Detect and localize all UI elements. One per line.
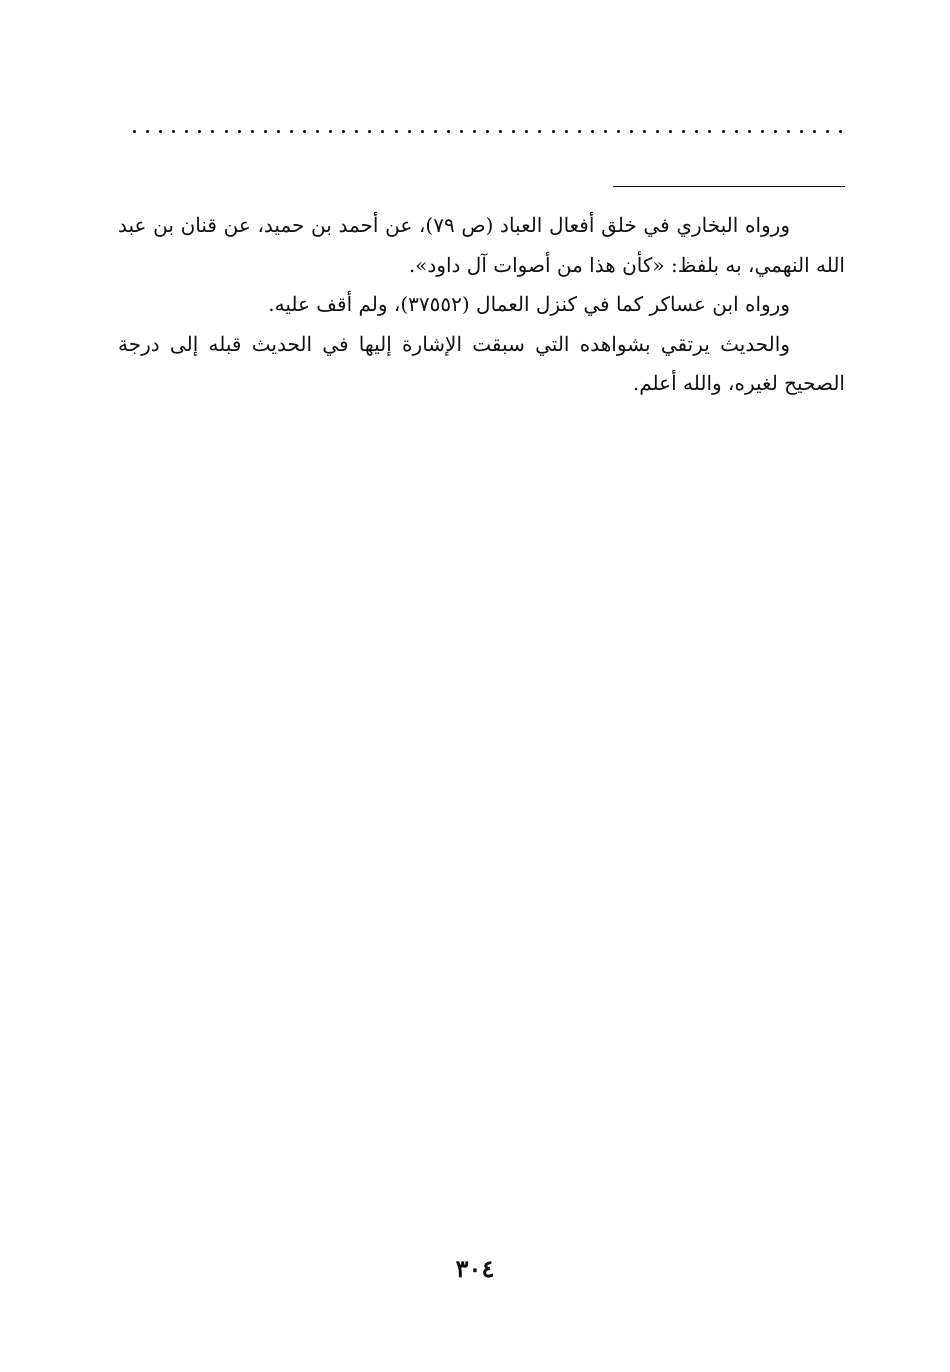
leader-dot (355, 130, 358, 133)
leader-dot (408, 130, 411, 133)
leader-dot (290, 130, 293, 133)
leader-dot (211, 130, 214, 133)
leader-dot (748, 130, 751, 133)
leader-dot (643, 130, 646, 133)
footnote-paragraph: ورواه ابن عساكر كما في كنزل العمال (٣٧٥٥٢)، ولم أقف عليه. (268, 292, 790, 316)
leader-dot (486, 130, 489, 133)
leader-dot (656, 130, 659, 133)
leader-dot (434, 130, 437, 133)
leader-dot (669, 130, 672, 133)
leader-dot (552, 130, 555, 133)
leader-dot (251, 130, 254, 133)
leader-dot (264, 130, 267, 133)
leader-dot (225, 130, 228, 133)
leader-dot (565, 130, 568, 133)
leader-dot (316, 130, 319, 133)
leader-dot (774, 130, 777, 133)
leader-dot (839, 130, 842, 133)
leader-dot (185, 130, 188, 133)
leader-dot (238, 130, 241, 133)
leader-dot (525, 130, 528, 133)
leader-dot (708, 130, 711, 133)
leader-dot (682, 130, 685, 133)
leader-dot (473, 130, 476, 133)
leader-dot (146, 130, 149, 133)
leader-dot (499, 130, 502, 133)
leader-dot (538, 130, 541, 133)
leader-dot (342, 130, 345, 133)
footnotes-block (118, 206, 845, 404)
leader-dot (826, 130, 829, 133)
leader-dot (512, 130, 515, 133)
leader-dot (630, 130, 633, 133)
leader-dot (604, 130, 607, 133)
leader-dot (198, 130, 201, 133)
leader-dot (591, 130, 594, 133)
leader-dot (761, 130, 764, 133)
leader-dot (578, 130, 581, 133)
leader-dot (172, 130, 175, 133)
leader-dot (722, 130, 725, 133)
footnote-rule (613, 186, 845, 187)
leader-dot (447, 130, 450, 133)
page-number: ٣٠٤ (455, 1254, 495, 1283)
leader-dot (617, 130, 620, 133)
leader-dot (460, 130, 463, 133)
leader-dot (303, 130, 306, 133)
leader-dot (368, 130, 371, 133)
footnote-paragraph: والحديث يرتقي بشواهده التي سبقت الإشارة إليها في الحديث قبله إلى درجة الصحيح لغيره، والله أعلم. (118, 331, 845, 395)
footnote-paragraph: ورواه البخاري في خلق أفعال العباد (ص ٧٩)، عن أحمد بن حميد، عن قنان بن عبد الله النهمي، به بلفظ: «كأن هذا من أصوات آل داود». (118, 213, 845, 277)
leader-dot (813, 130, 816, 133)
leader-dot (277, 130, 280, 133)
leader-dot (695, 130, 698, 133)
leader-dot (395, 130, 398, 133)
leader-dot (421, 130, 424, 133)
leader-dot (329, 130, 332, 133)
dot-leader-separator (133, 124, 843, 138)
leader-dot (159, 130, 162, 133)
leader-dot (381, 130, 384, 133)
leader-dot (787, 130, 790, 133)
leader-dot (735, 130, 738, 133)
leader-dot (800, 130, 803, 133)
leader-dot (133, 130, 136, 133)
